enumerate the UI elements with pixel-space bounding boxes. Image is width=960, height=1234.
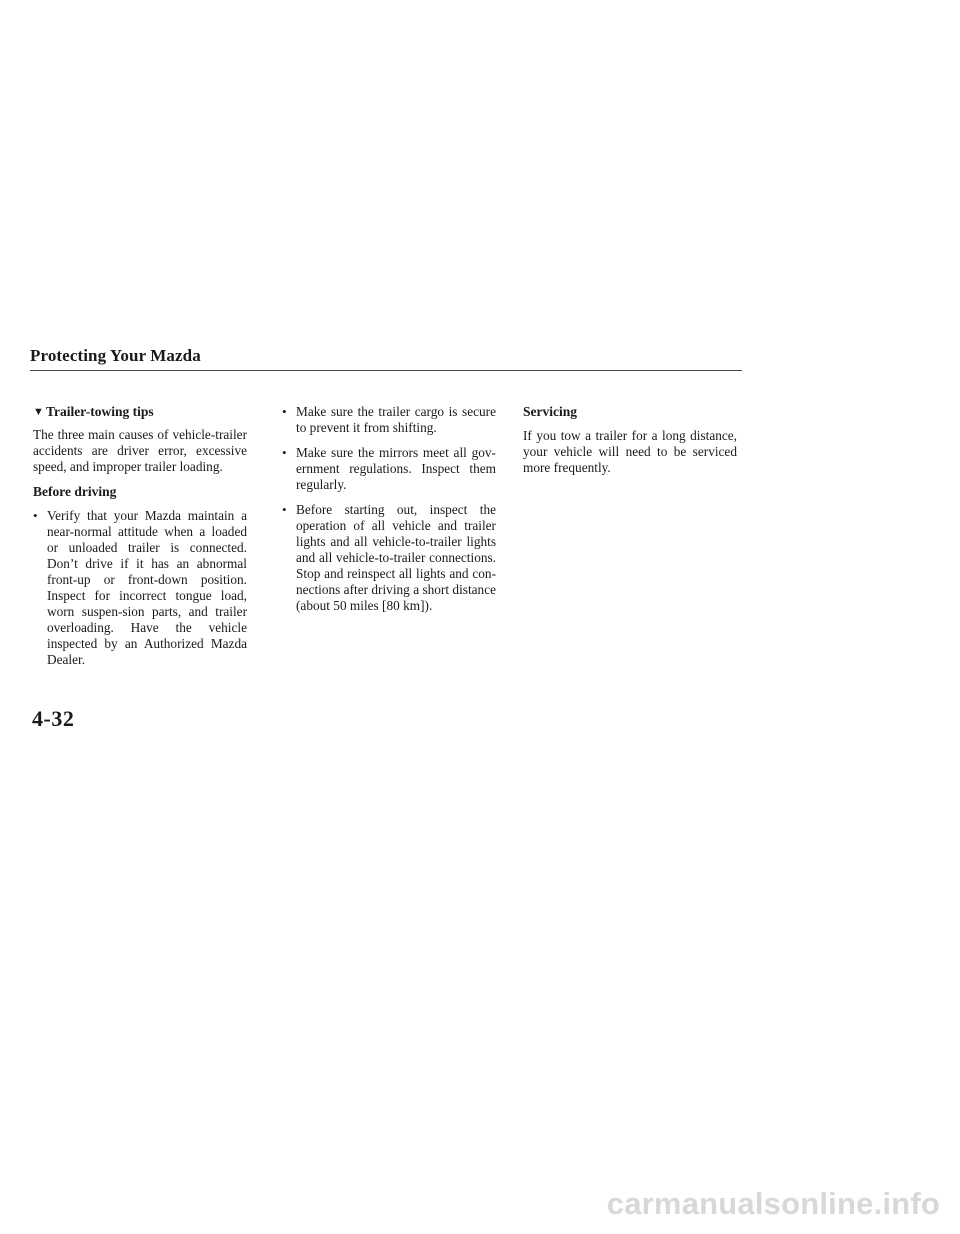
bullet-icon: •	[282, 404, 287, 419]
list-item-text: Before starting out, inspect the operation of all vehicle and trailer lights and all vehicle-to-trailer lights and all vehicle-to-trailer connections. Stop and reinspect all lights and con-nections after driving a short distance (about 50 miles [80 km]).	[296, 502, 496, 613]
list-item	[282, 445, 496, 493]
intro-paragraph: The three main causes of vehicle-trailer accidents are driver error, excessive speed, and improper trailer loading.	[33, 427, 247, 474]
bullet-icon: •	[33, 508, 38, 523]
list-item-text: Make sure the trailer cargo is secure to prevent it from shifting.	[296, 404, 496, 435]
column-2	[282, 404, 496, 623]
servicing-paragraph: If you tow a trailer for a long distance, your vehicle will need to be serviced more frequently.	[523, 428, 737, 475]
section-title: Protecting Your Mazda	[30, 346, 201, 365]
list-item	[282, 502, 496, 614]
subheading-servicing: Servicing	[523, 404, 577, 419]
bullet-icon: •	[282, 445, 287, 460]
section-heading	[33, 404, 247, 420]
list-item	[33, 508, 247, 668]
triangle-down-icon: ▼	[33, 406, 44, 418]
page-number: 4-32	[32, 706, 75, 731]
page-header	[30, 344, 742, 371]
watermark: carmanualsonline.info	[606, 1186, 940, 1221]
list-item-text: Verify that your Mazda maintain a near-normal attitude when a loaded or unloaded trailer is connected. Don’t drive if it has an abnormal front-up or front-down position. Inspect for incorrect tongue load, worn suspen-sion parts, and trailer overloading. Have the vehicle inspected by an Authorized Mazda Dealer.	[47, 508, 247, 667]
subheading-before-driving: Before driving	[33, 484, 117, 499]
list-item	[282, 404, 496, 436]
column-3	[523, 404, 737, 485]
column-1	[33, 404, 247, 677]
section-heading-text: Trailer-towing tips	[46, 404, 154, 419]
bullet-icon: •	[282, 502, 287, 517]
list-item-text: Make sure the mirrors meet all gov-ernment regulations. Inspect them regularly.	[296, 445, 496, 492]
